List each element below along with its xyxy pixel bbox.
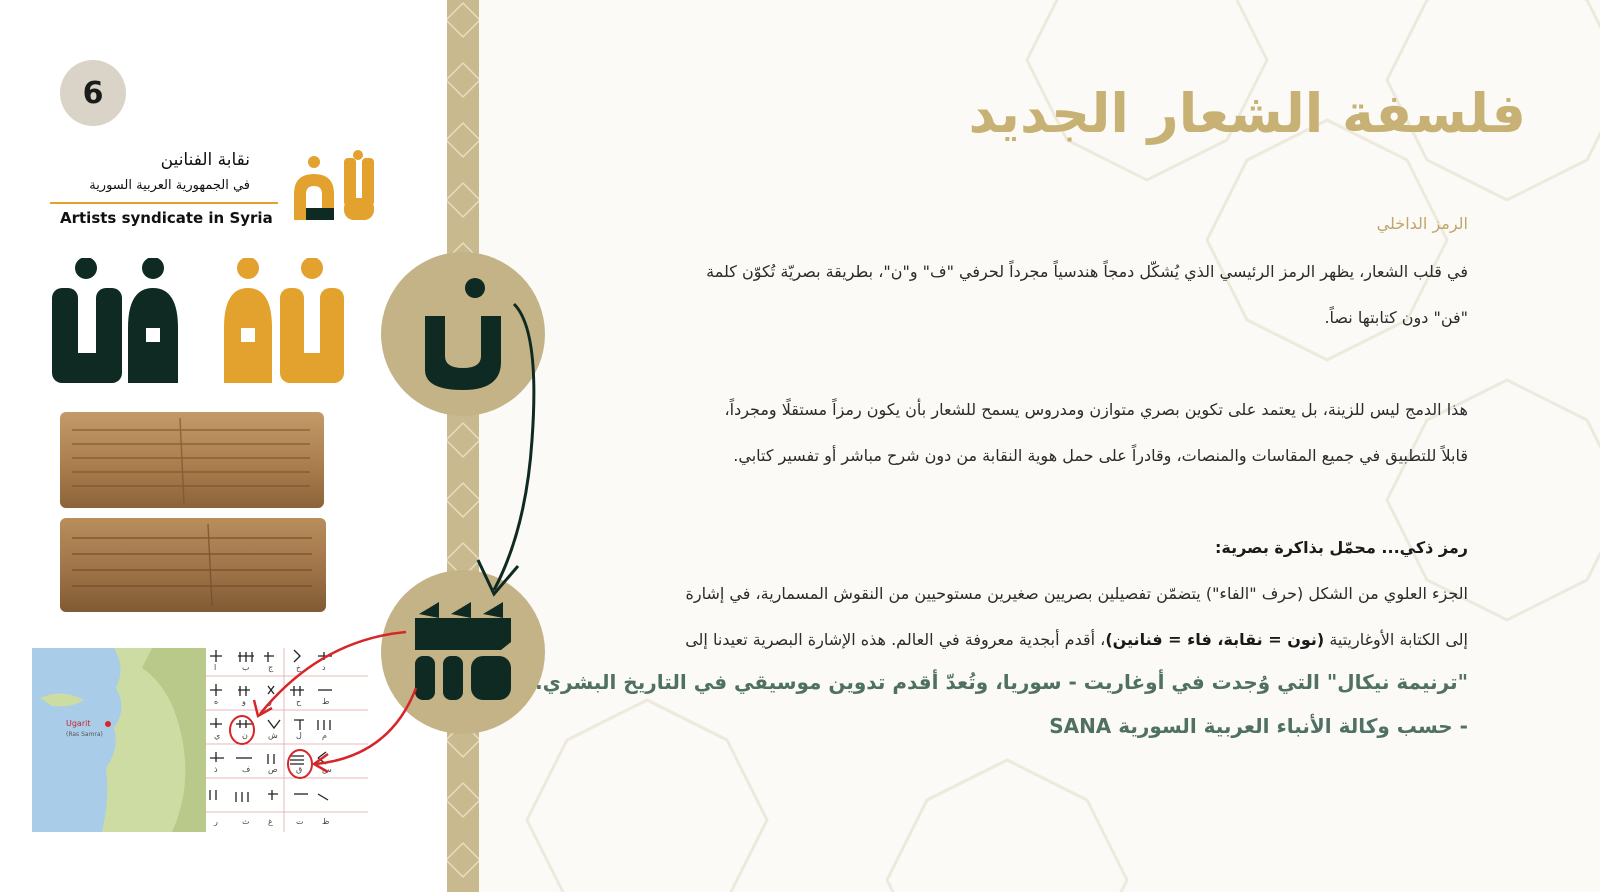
section-heading-inner-symbol: الرمز الداخلي bbox=[1376, 214, 1468, 233]
svg-text:ب: ب bbox=[242, 663, 250, 672]
svg-text:ص: ص bbox=[268, 765, 278, 774]
brand-country-ar: في الجمهورية العربية السورية bbox=[89, 178, 250, 193]
svg-text:خ: خ bbox=[296, 663, 302, 672]
paragraph-line: "فن" دون كتابتها نصاً. bbox=[1324, 308, 1468, 327]
svg-text:ف: ف bbox=[242, 765, 251, 774]
map-city-alt-label: (Ras Samra) bbox=[66, 731, 103, 738]
svg-text:ذ: ذ bbox=[214, 765, 218, 774]
map-city-label: Ugarit bbox=[66, 719, 91, 728]
paragraph-bold-fragment: (نون = نقابة، فاء = فنانين) bbox=[1105, 630, 1325, 649]
paragraph-line bbox=[685, 630, 1468, 649]
svg-text:م: م bbox=[322, 731, 327, 740]
svg-text:ي: ي bbox=[214, 731, 221, 740]
svg-text:س: س bbox=[322, 765, 332, 774]
svg-text:ه: ه bbox=[214, 697, 219, 706]
curved-arrow-icon bbox=[0, 0, 600, 892]
page-number: 6 bbox=[60, 60, 126, 126]
svg-text:ث: ث bbox=[242, 817, 250, 826]
svg-text:ش: ش bbox=[268, 731, 278, 740]
svg-text:ق: ق bbox=[296, 765, 303, 774]
svg-text:ظ: ظ bbox=[322, 817, 330, 826]
svg-text:ط: ط bbox=[322, 697, 330, 706]
svg-text:ن: ن bbox=[242, 731, 248, 740]
page-title: فلسفة الشعار الجديد bbox=[968, 82, 1526, 145]
svg-text:و: و bbox=[242, 697, 246, 706]
svg-text:ر: ر bbox=[214, 817, 218, 826]
red-arrow-icon bbox=[260, 632, 406, 714]
paragraph-line: في قلب الشعار، يظهر الرمز الرئيسي الذي يُشكّل دمجاً هندسياً مجرداً لحرفي "ف" و"ن"، بطريقة بصريّة تُكوّن كلمة bbox=[706, 262, 1468, 281]
paragraph-fragment: إلى الكتابة الأوغاريتية bbox=[1324, 630, 1468, 649]
svg-text:د: د bbox=[322, 663, 326, 672]
svg-text:ت: ت bbox=[296, 817, 304, 826]
quote-line: "ترنيمة نيكال" التي وُجدت في أوغاريت - سوريا، وتُعدّ أقدم تدوين موسيقي في التاريخ البشري. bbox=[535, 670, 1468, 694]
svg-text:غ: غ bbox=[268, 817, 273, 826]
section-heading-smart-symbol: رمز ذكي... محمّل بذاكرة بصرية: bbox=[1214, 538, 1468, 557]
paragraph-fragment: ، أقدم أبجدية معروفة في العالم. هذه الإشارة البصرية تعيدنا إلى bbox=[685, 630, 1106, 649]
svg-text:ا: ا bbox=[214, 663, 217, 672]
paragraph-line: هذا الدمج ليس للزينة، بل يعتمد على تكوين بصري متوازن ومدروس يسمح للشعار بأن يكون رمزاً مستقلًا ومجرداً، bbox=[724, 400, 1468, 419]
paragraph-line: الجزء العلوي من الشكل (حرف "الفاء") يتضمّن تفصيلين بصريين صغيرين مستوحيين من النقوش المسمارية، في إشارة bbox=[685, 584, 1468, 603]
brand-name-en: Artists syndicate in Syria bbox=[60, 209, 273, 227]
paragraph-line: قابلاً للتطبيق في جميع المقاسات والمنصات، وقادراً على حمل هوية النقابة من دون شرح مباشر أو تفسير كتابي. bbox=[733, 446, 1468, 465]
brand-name-ar: نقابة الفنانين bbox=[160, 150, 250, 170]
svg-text:ز: ز bbox=[268, 697, 272, 706]
svg-text:ح: ح bbox=[296, 697, 302, 706]
svg-text:ل: ل bbox=[296, 731, 302, 740]
svg-text:ج: ج bbox=[268, 663, 274, 672]
quote-source: - حسب وكالة الأنباء العربية السورية SANA bbox=[1049, 714, 1468, 738]
